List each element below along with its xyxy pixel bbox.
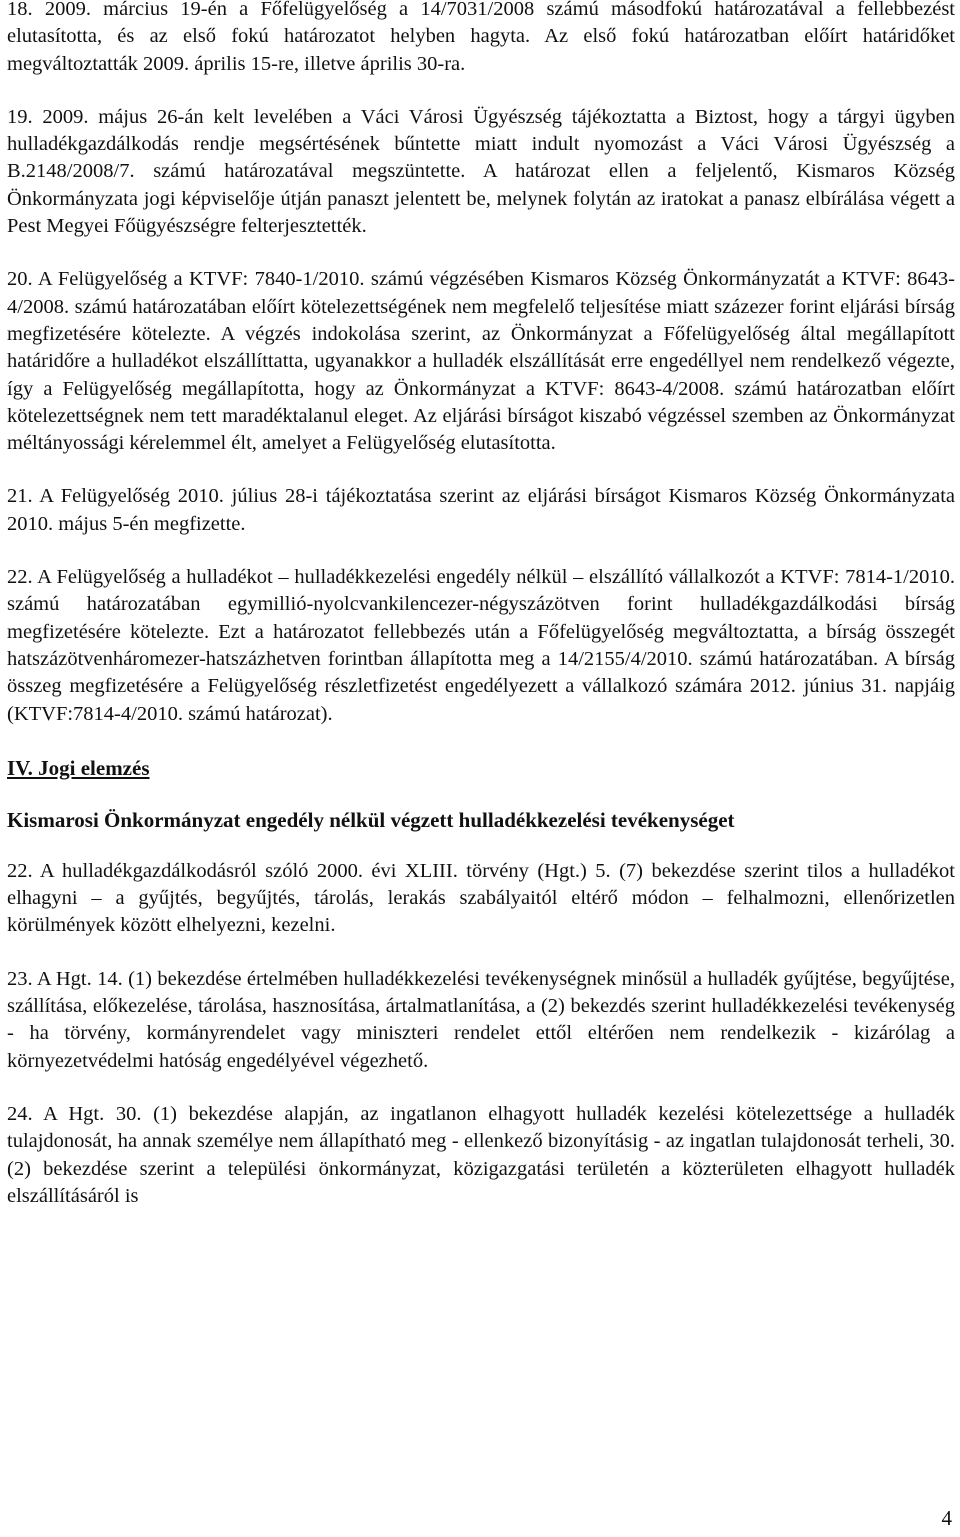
paragraph-23: 23. A Hgt. 14. (1) bekezdése értelmében hulladékkezelési tevékenységnek minősül a hulladék gyűjtése, begyűjtése, szállítása, előkezelése, tárolása, hasznosítása, ártalmatlanítása, a (2) bekezdés szerint hulladékkezelési tevékenység - ha törvény, kormányrendelet vagy miniszteri rendelet ettől eltérően nem rendelkezik - kizárólag a környezetvédelmi hatóság engedélyével végezhető. bbox=[7, 967, 955, 1072]
section-heading: IV. Jogi elemzés bbox=[7, 755, 150, 780]
paragraph-22b: 22. A hulladékgazdálkodásról szóló 2000. évi XLIII. törvény (Hgt.) 5. (7) bekezdése szerint tilos a hulladékot elhagyni – a gyűjtés, begyűjtés, tárolás, lerakás szabályaitól eltérő módon – felhalmozni, ellenőrizetlen körülmények között elhelyezni, kezelni. bbox=[7, 859, 955, 937]
paragraph-21: 21. A Felügyelőség 2010. július 28-i tájékoztatása szerint az eljárási bírságot Kismaros Község Önkormányzata 2010. május 5-én megfizette. bbox=[7, 485, 955, 535]
paragraph-22: 22. A Felügyelőség a hulladékot – hulladékkezelési engedély nélkül – elszállító vállalkozót a KTVF: 7814-1/2010. számú határozatában egymillió-nyolcvankilencezer-négyszázötven forint hulladékgazdálkodási bírság megfizetésére kötelezte. Ezt a határozatot fellebbezés után a Főfelügyelőség megváltoztatta, a bírság összegét hatszázötvenháromezer-hatszázhetven forintban állapította meg a 14/2155/4/2010. számú határozatában. A bírság összeg megfizetésére a Felügyelőség részletfizetést engedélyezett a vállalkozó számára 2012. június 31. napjáig (KTVF:7814-4/2010. számú határozat). bbox=[7, 566, 955, 725]
paragraph-18: 18. 2009. március 19-én a Főfelügyelőség a 14/7031/2008 számú másodfokú határozatával a fellebbezést elutasította, és az első fokú határozatot helyben hagyta. Az első fokú határozatban előírt határidőket megváltoztatták 2009. április 15-re, illetve április 30-ra. bbox=[7, 0, 955, 75]
sub-heading: Kismarosi Önkormányzat engedély nélkül végzett hulladékkezelési tevékenységet bbox=[7, 807, 735, 832]
paragraph-24: 24. A Hgt. 30. (1) bekezdése alapján, az ingatlanon elhagyott hulladék kezelési kötelezettsége a hulladék tulajdonosát, ha annak személye nem állapítható meg - ellenkező bizonyításig - az ingatlan tulajdonosát terheli, 30. (2) bekezdése szerint a települési önkormányzat, közigazgatási területén a közterületen elhagyott hulladék elszállításáról is bbox=[7, 1102, 955, 1207]
document-page bbox=[7, 0, 955, 1210]
paragraph-20: 20. A Felügyelőség a KTVF: 7840-1/2010. számú végzésében Kismaros Község Önkormányzatát a KTVF: 8643-4/2008. számú határozatában előírt kötelezettségének nem megfelelő teljesítése miatt százezer forint eljárási bírság megfizetésére kötelezte. A végzés indokolása szerint, az Önkormányzat a Főfelügyelőség által megállapított határidőre a hulladékot elszállíttatta, ugyanakkor a hulladék elszállítását erre engedéllyel nem rendelkező végezte, így a Felügyelőség megállapította, hogy az Önkormányzat a KTVF: 8643-4/2008. számú határozatban előírt kötelezettségnek nem tett maradéktalanul eleget. Az eljárási bírságot kiszabó végzéssel szemben az Önkormányzat méltányossági kérelemmel élt, amelyet a Felügyelőség elutasította. bbox=[7, 268, 955, 455]
page-number: 4 bbox=[941, 1506, 952, 1530]
paragraph-19: 19. 2009. május 26-án kelt levelében a Váci Városi Ügyészség tájékoztatta a Biztost, hogy a tárgyi ügyben hulladékgazdálkodás rendje megsértésének bűntette miatt indult nyomozást a Váci Városi Ügyészség a B.2148/2008/7. számú határozatával megszüntette. A határozat ellen a feljelentő, Kismaros Község Önkormányzata jogi képviselője útján panaszt jelentett be, melynek folytán az iratokat a panasz elbírálása végett a Pest Megyei Főügyészségre felterjesztették. bbox=[7, 105, 955, 238]
